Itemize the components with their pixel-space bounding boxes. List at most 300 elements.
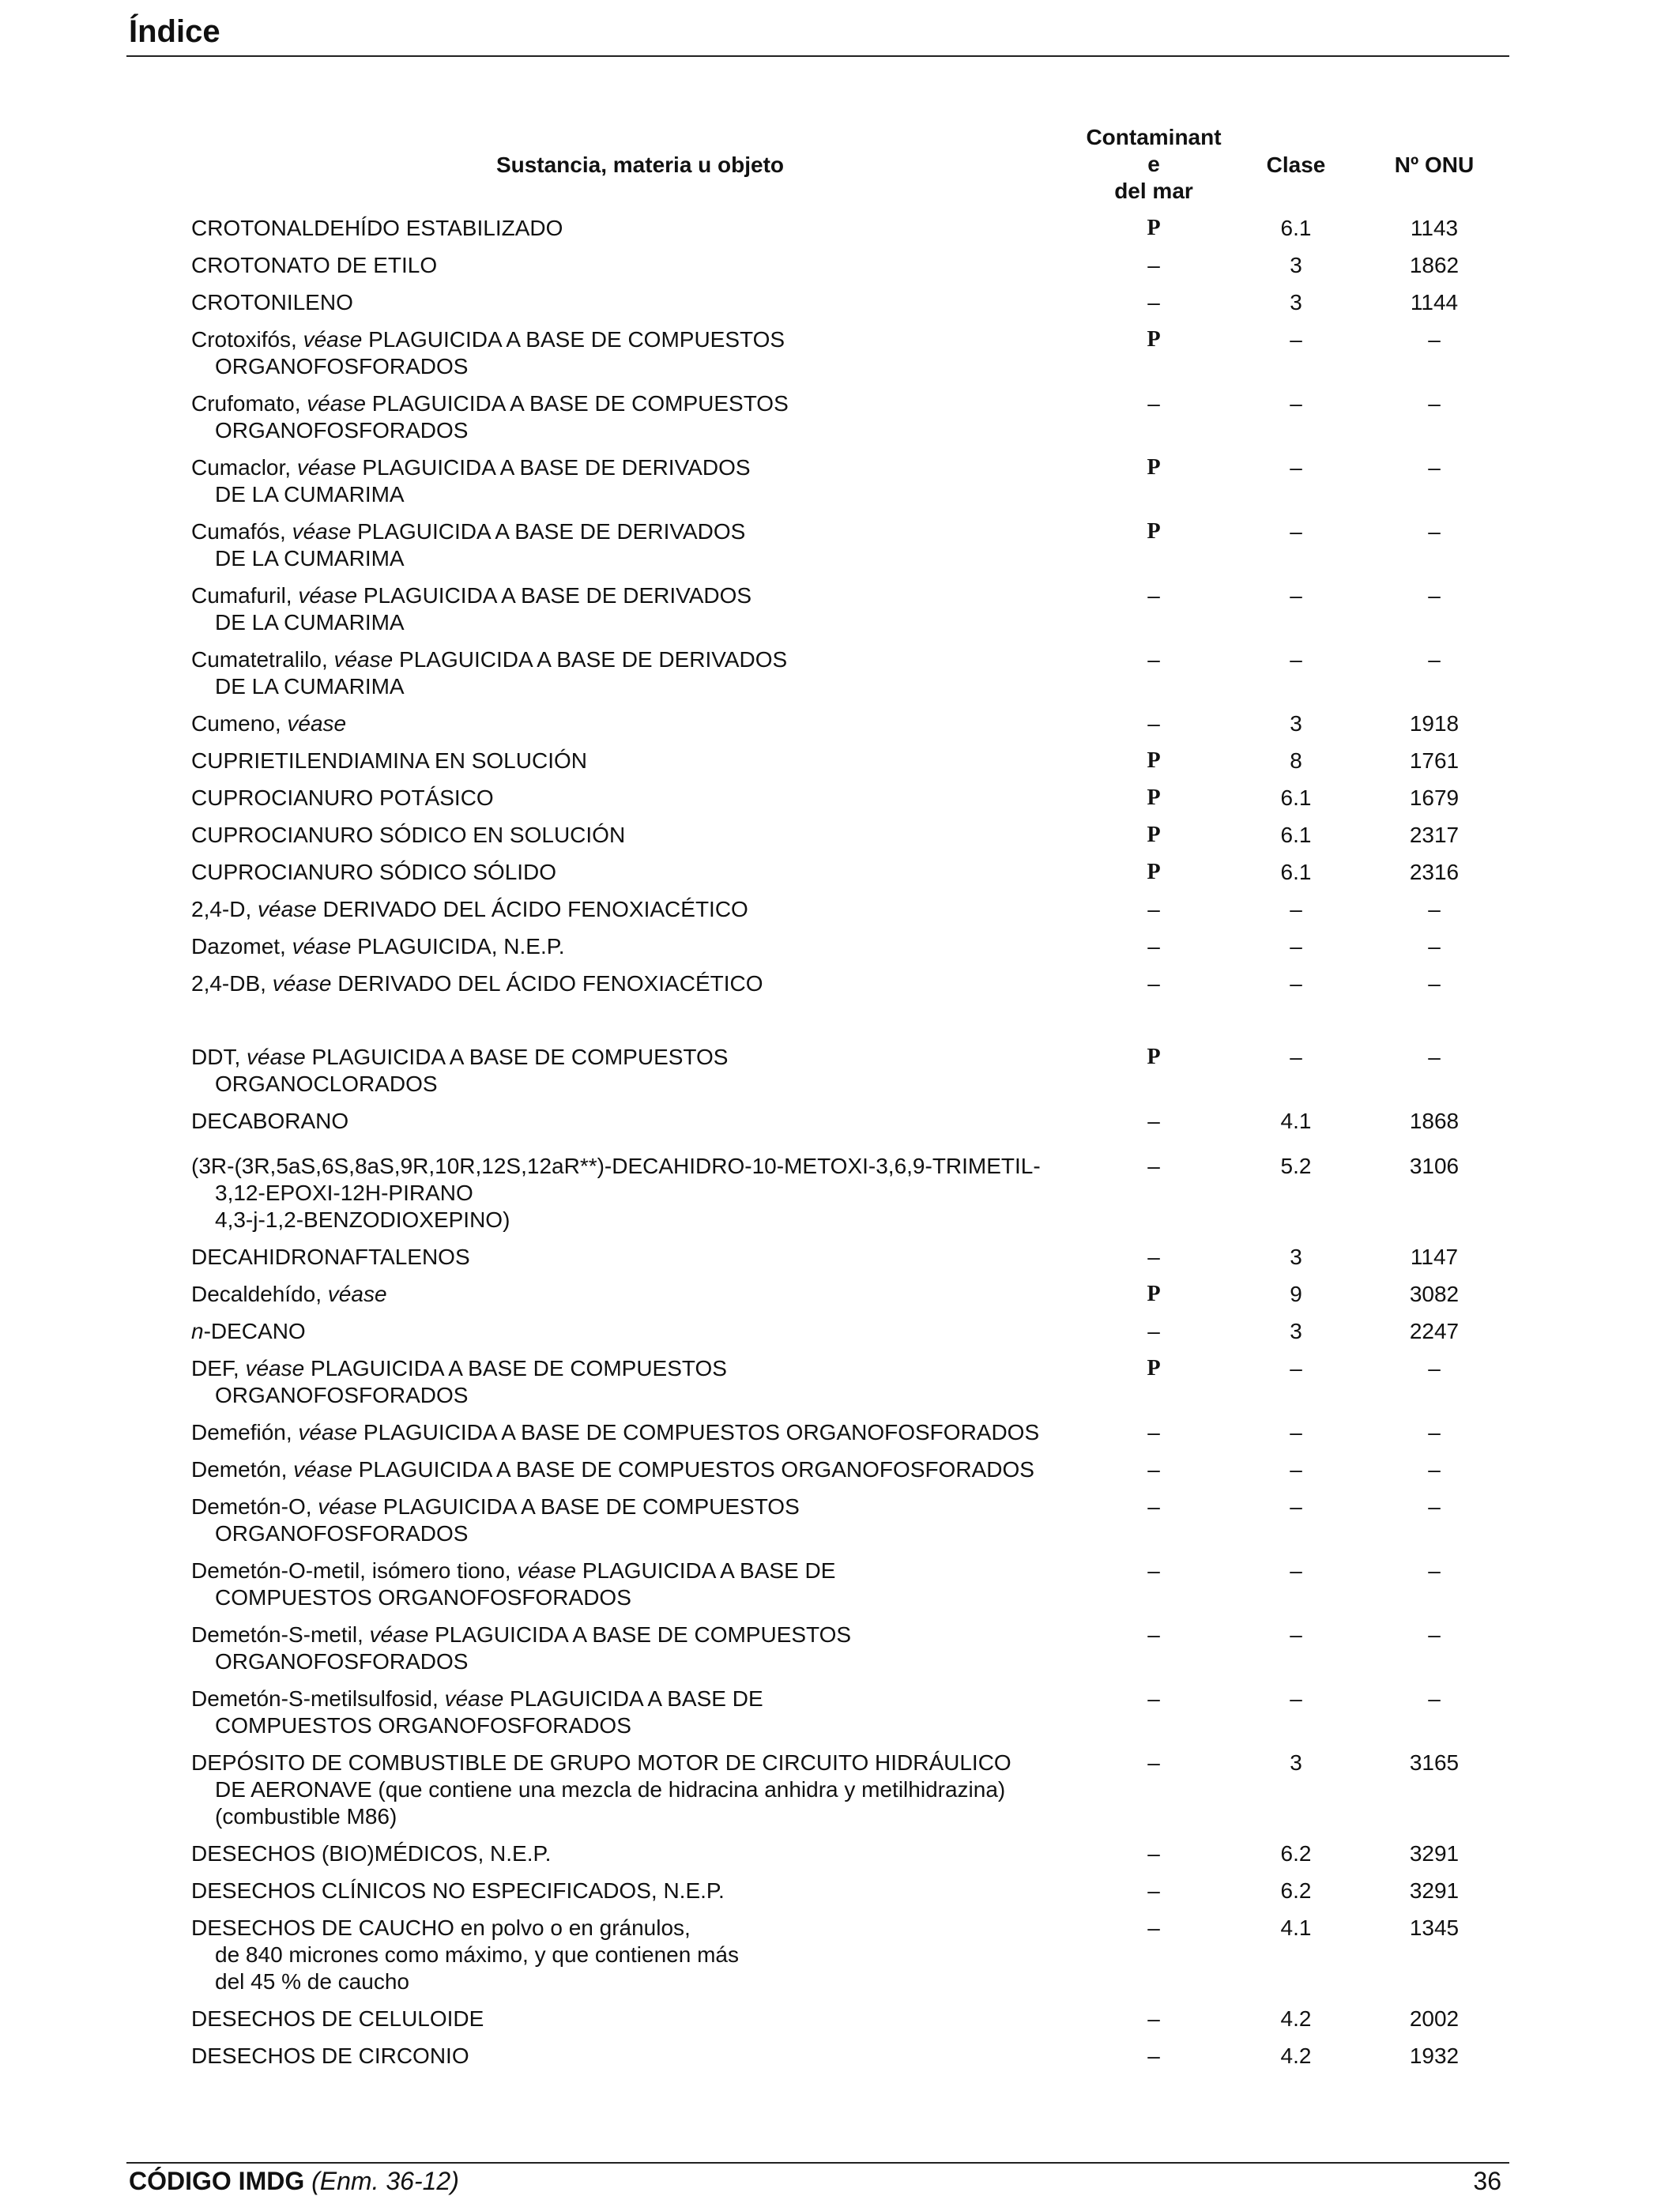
substance-name [191, 1281, 1100, 1308]
name-text: ORGANOFOSFORADOS [215, 418, 469, 443]
substance-name-line [191, 518, 1100, 545]
substance-name-line [191, 289, 1100, 316]
marine-pollutant-cell: – [1147, 1622, 1160, 1647]
substance-name [191, 1686, 1100, 1739]
marine-pollutant-cell: – [1147, 391, 1160, 416]
substance-name-line [191, 1153, 1100, 1180]
substance-name [191, 748, 1100, 774]
name-text: de 840 micrones como máximo, y que contienen más [215, 1942, 739, 1967]
name-text: 3,12-EPOXI-12H-PIRANO [215, 1181, 473, 1205]
substance-name [191, 1456, 1100, 1483]
name-text: DESECHOS DE CIRCONIO [191, 2043, 469, 2068]
substance-name [191, 454, 1100, 508]
name-text: ORGANOFOSFORADOS [215, 354, 469, 379]
class-cell: 4.1 [1280, 1109, 1312, 1133]
name-text: ORGANOCLORADOS [215, 1072, 438, 1096]
see-reference-text: véase [327, 1282, 387, 1306]
substance-name-line [191, 1915, 1100, 1942]
name-text: Demetón-S-metil, [191, 1622, 370, 1647]
name-text: PLAGUICIDA A BASE DE COMPUESTOS [428, 1622, 852, 1647]
substance-name-line [191, 1044, 1100, 1071]
marine-pollutant-cell: – [1147, 1154, 1160, 1178]
un-number-cell: – [1428, 327, 1441, 352]
class-cell: – [1290, 583, 1302, 608]
substance-name-line [191, 785, 1100, 812]
substance-name [191, 859, 1100, 886]
class-cell: – [1290, 1457, 1302, 1482]
marine-pollutant-cell: – [1147, 711, 1160, 736]
substance-name-line [191, 1878, 1100, 1904]
class-cell: – [1290, 1045, 1302, 1069]
name-text: Decaldehído, [191, 1282, 328, 1306]
class-cell: 4.2 [1280, 2006, 1312, 2031]
class-cell: 3 [1290, 253, 1302, 277]
class-cell: 4.2 [1280, 2043, 1312, 2068]
substance-name-line [191, 859, 1100, 886]
class-cell: 5.2 [1280, 1154, 1312, 1178]
substance-name [191, 646, 1100, 700]
marine-pollutant-cell: – [1147, 1558, 1160, 1583]
column-header-substance: Sustancia, materia u objeto [495, 153, 785, 177]
substance-name-continuation [191, 1520, 1100, 1547]
substance-name [191, 215, 1100, 242]
name-text: COMPUESTOS ORGANOFOSFORADOS [215, 1713, 631, 1738]
see-reference-text: véase [272, 971, 332, 996]
substance-name [191, 896, 1100, 923]
column-header-marine-pollutant-line: del mar [1114, 179, 1193, 203]
column-header-class: Clase [1266, 153, 1326, 177]
column-header-marine-pollutant [1075, 124, 1233, 205]
un-number-cell: 1932 [1409, 2043, 1460, 2068]
name-text: 4,3-j-1,2-BENZODIOXEPINO) [215, 1207, 510, 1232]
substance-name [191, 933, 1100, 960]
substance-name-line [191, 1419, 1100, 1446]
name-text: Crotoxifós, [191, 327, 303, 352]
marine-pollutant-cell: – [1147, 1457, 1160, 1482]
un-number-cell: 1147 [1410, 1245, 1459, 1269]
un-number-cell: 3291 [1409, 1841, 1460, 1866]
substance-name-line [191, 1108, 1100, 1135]
name-text: PLAGUICIDA A BASE DE COMPUESTOS ORGANOFOSFORADOS [352, 1457, 1034, 1482]
substance-name-continuation [191, 481, 1100, 508]
see-reference-text: véase [303, 327, 363, 352]
substance-name [191, 390, 1100, 444]
substance-name [191, 2043, 1100, 2070]
un-number-cell: 1144 [1410, 290, 1459, 315]
class-cell: – [1290, 1558, 1302, 1583]
substance-name [191, 582, 1100, 636]
name-text: Cumatetralilo, [191, 647, 334, 672]
name-text: DESECHOS DE CELULOIDE [191, 2006, 484, 2031]
un-number-cell: 3082 [1409, 1282, 1460, 1306]
name-text: Cumaclor, [191, 455, 297, 480]
substance-name-continuation [191, 609, 1100, 636]
name-text: 2,4-DB, [191, 971, 273, 996]
substance-name [191, 1318, 1100, 1345]
un-number-cell: 3106 [1409, 1154, 1460, 1178]
see-reference-text: véase [296, 455, 356, 480]
page-number: 36 [1473, 2167, 1501, 2195]
substance-name-continuation [191, 1803, 1100, 1830]
column-header-marine-pollutant-line: Contaminant [1086, 125, 1222, 149]
substance-name-line [191, 1456, 1100, 1483]
see-reference-text: véase [517, 1558, 577, 1583]
marine-pollutant-cell: P [1147, 860, 1161, 884]
class-cell: – [1290, 1356, 1302, 1381]
class-cell: 9 [1290, 1282, 1302, 1306]
substance-name [191, 289, 1100, 316]
substance-name-line [191, 390, 1100, 417]
name-text: del 45 % de caucho [215, 1969, 409, 1994]
see-reference-text: n [191, 1319, 204, 1343]
substance-name-line [191, 326, 1100, 353]
substance-name-line [191, 215, 1100, 242]
substance-name [191, 518, 1100, 572]
un-number-cell: – [1428, 583, 1441, 608]
see-reference-text: véase [258, 897, 317, 921]
name-text: COMPUESTOS ORGANOFOSFORADOS [215, 1585, 631, 1610]
name-text: PLAGUICIDA A BASE DE COMPUESTOS [362, 327, 785, 352]
name-text: DE LA CUMARIMA [215, 482, 405, 507]
substance-name-line [191, 1494, 1100, 1520]
un-number-cell: – [1428, 391, 1441, 416]
substance-name [191, 1355, 1100, 1409]
class-cell: – [1290, 455, 1302, 480]
un-number-cell: 1862 [1409, 253, 1460, 277]
footer-rule [126, 2162, 1509, 2164]
name-text: DERIVADO DEL ÁCIDO FENOXIACÉTICO [316, 897, 748, 921]
name-text: DE LA CUMARIMA [215, 546, 405, 571]
name-text: ORGANOFOSFORADOS [215, 1521, 469, 1546]
marine-pollutant-cell: – [1147, 971, 1160, 996]
name-text: PLAGUICIDA A BASE DE COMPUESTOS [377, 1494, 800, 1519]
name-text: PLAGUICIDA A BASE DE COMPUESTOS [305, 1045, 729, 1069]
name-text: 2,4-D, [191, 897, 258, 921]
name-text: Cumafós, [191, 519, 292, 544]
substance-name-line [191, 646, 1100, 673]
marine-pollutant-cell: P [1147, 823, 1161, 847]
un-number-cell: – [1428, 1622, 1441, 1647]
see-reference-text: véase [245, 1356, 305, 1381]
marine-pollutant-cell: P [1147, 216, 1161, 240]
substance-name-line [191, 1840, 1100, 1867]
marine-pollutant-cell: – [1147, 1319, 1160, 1343]
marine-pollutant-cell: – [1147, 1686, 1160, 1711]
substance-name-continuation [191, 1207, 1100, 1234]
substance-name-continuation [191, 417, 1100, 444]
name-text: DESECHOS (BIO)MÉDICOS, N.E.P. [191, 1841, 552, 1866]
substance-name [191, 2006, 1100, 2032]
name-text: Dazomet, [191, 934, 292, 959]
name-text: DE LA CUMARIMA [215, 674, 405, 699]
class-cell: – [1290, 1494, 1302, 1519]
un-number-cell: 2247 [1409, 1319, 1460, 1343]
name-text: Crufomato, [191, 391, 307, 416]
name-text: PLAGUICIDA A BASE DE [503, 1686, 763, 1711]
un-number-cell: 1679 [1409, 785, 1460, 810]
un-number-cell: – [1428, 1356, 1441, 1381]
un-number-cell: – [1428, 897, 1441, 921]
name-text: DEPÓSITO DE COMBUSTIBLE DE GRUPO MOTOR DE CIRCUITO HIDRÁULICO [191, 1750, 1011, 1775]
substance-name-continuation [191, 1942, 1100, 1968]
class-cell: 6.1 [1280, 860, 1312, 884]
see-reference-text: véase [369, 1622, 429, 1647]
substance-name-line [191, 1622, 1100, 1648]
name-text: DECAHIDRONAFTALENOS [191, 1245, 470, 1269]
name-text: ORGANOFOSFORADOS [215, 1383, 469, 1407]
un-number-cell: 2317 [1409, 823, 1460, 847]
class-cell: – [1290, 519, 1302, 544]
name-text: CUPROCIANURO POTÁSICO [191, 785, 494, 810]
name-text: DECABORANO [191, 1109, 349, 1133]
substance-name-line [191, 2006, 1100, 2032]
substance-name [191, 1558, 1100, 1611]
class-cell: 6.1 [1280, 216, 1312, 240]
column-header-un-number: Nº ONU [1394, 153, 1475, 177]
name-text: ORGANOFOSFORADOS [215, 1649, 469, 1674]
un-number-cell: – [1428, 1420, 1441, 1445]
substance-name-line [191, 582, 1100, 609]
see-reference-text: véase [298, 1420, 358, 1445]
name-text: PLAGUICIDA A BASE DE [576, 1558, 836, 1583]
substance-name [191, 1419, 1100, 1446]
substance-name-line [191, 933, 1100, 960]
marine-pollutant-cell: P [1147, 785, 1161, 810]
substance-name-continuation [191, 1180, 1100, 1207]
un-number-cell: 3291 [1409, 1878, 1460, 1903]
class-cell: 3 [1290, 711, 1302, 736]
substance-name-continuation [191, 545, 1100, 572]
footer-amendment: (Enm. 36-12) [311, 2167, 459, 2195]
substance-name [191, 710, 1100, 737]
substance-name [191, 1153, 1100, 1234]
class-cell: 6.2 [1280, 1878, 1312, 1903]
substance-name-line [191, 1281, 1100, 1308]
substance-name-line [191, 1686, 1100, 1712]
name-text: CUPRIETILENDIAMINA EN SOLUCIÓN [191, 748, 587, 773]
name-text: (combustible M86) [215, 1804, 397, 1829]
class-cell: 3 [1290, 1245, 1302, 1269]
marine-pollutant-cell: – [1147, 253, 1160, 277]
marine-pollutant-cell: – [1147, 647, 1160, 672]
substance-name-line [191, 822, 1100, 849]
substance-name [191, 1878, 1100, 1904]
substance-name [191, 326, 1100, 380]
marine-pollutant-cell: – [1147, 897, 1160, 921]
see-reference-text: véase [444, 1686, 504, 1711]
name-text: Cumafuril, [191, 583, 299, 608]
marine-pollutant-cell: – [1147, 1245, 1160, 1269]
un-number-cell: 1345 [1409, 1915, 1460, 1940]
class-cell: – [1290, 647, 1302, 672]
marine-pollutant-cell: – [1147, 583, 1160, 608]
marine-pollutant-cell: P [1147, 1356, 1161, 1381]
un-number-cell: – [1428, 1686, 1441, 1711]
class-cell: – [1290, 897, 1302, 921]
un-number-cell: 2316 [1409, 860, 1460, 884]
un-number-cell: 1143 [1410, 216, 1459, 240]
marine-pollutant-cell: – [1147, 1841, 1160, 1866]
name-text: PLAGUICIDA A BASE DE DERIVADOS [393, 647, 788, 672]
name-text: CROTONALDEHÍDO ESTABILIZADO [191, 216, 563, 240]
substance-name-line [191, 1750, 1100, 1776]
see-reference-text: véase [307, 391, 366, 416]
substance-name-line [191, 1355, 1100, 1382]
name-text: DEF, [191, 1356, 246, 1381]
class-cell: – [1290, 1420, 1302, 1445]
footer-code: CÓDIGO IMDG [129, 2167, 305, 2195]
un-number-cell: – [1428, 1558, 1441, 1583]
substance-name-continuation [191, 1776, 1100, 1803]
substance-name [191, 1044, 1100, 1098]
substance-name [191, 970, 1100, 997]
name-text: PLAGUICIDA A BASE DE COMPUESTOS ORGANOFOSFORADOS [357, 1420, 1040, 1445]
substance-name-continuation [191, 1584, 1100, 1611]
marine-pollutant-cell: – [1147, 1750, 1160, 1775]
marine-pollutant-cell: – [1147, 290, 1160, 315]
see-reference-text: véase [293, 1457, 352, 1482]
class-cell: – [1290, 391, 1302, 416]
name-text: Demetón, [191, 1457, 294, 1482]
marine-pollutant-cell: P [1147, 1282, 1161, 1306]
marine-pollutant-cell: P [1147, 327, 1161, 352]
name-text: CUPROCIANURO SÓDICO EN SOLUCIÓN [191, 823, 626, 847]
name-text: -DECANO [203, 1319, 306, 1343]
marine-pollutant-cell: – [1147, 1878, 1160, 1903]
substance-name [191, 785, 1100, 812]
substance-name-continuation [191, 1382, 1100, 1409]
column-header-marine-pollutant-line: e [1147, 152, 1160, 176]
class-cell: 6.1 [1280, 823, 1312, 847]
name-text: Cumeno, [191, 711, 288, 736]
class-cell: 4.1 [1280, 1915, 1312, 1940]
substance-name [191, 1622, 1100, 1675]
class-cell: 6.2 [1280, 1841, 1312, 1866]
class-cell: 3 [1290, 290, 1302, 315]
name-text: DESECHOS CLÍNICOS NO ESPECIFICADOS, N.E.P. [191, 1878, 725, 1903]
substance-name-line [191, 970, 1100, 997]
class-cell: 3 [1290, 1750, 1302, 1775]
marine-pollutant-cell: – [1147, 1915, 1160, 1940]
substance-name [191, 1840, 1100, 1867]
substance-name-continuation [191, 353, 1100, 380]
substance-name-continuation [191, 1648, 1100, 1675]
un-number-cell: – [1428, 1045, 1441, 1069]
name-text: DERIVADO DEL ÁCIDO FENOXIACÉTICO [331, 971, 763, 996]
marine-pollutant-cell: P [1147, 1045, 1161, 1069]
substance-name-line [191, 710, 1100, 737]
marine-pollutant-cell: P [1147, 519, 1161, 544]
name-text: PLAGUICIDA A BASE DE DERIVADOS [357, 583, 752, 608]
substance-name-line [191, 252, 1100, 279]
name-text: PLAGUICIDA, N.E.P. [351, 934, 565, 959]
class-cell: – [1290, 971, 1302, 996]
name-text: Demetón-O, [191, 1494, 318, 1519]
un-number-cell: 1918 [1409, 711, 1460, 736]
un-number-cell: – [1428, 519, 1441, 544]
class-cell: 6.1 [1280, 785, 1312, 810]
name-text: CROTONATO DE ETILO [191, 253, 438, 277]
marine-pollutant-cell: – [1147, 1109, 1160, 1133]
see-reference-text: véase [318, 1494, 377, 1519]
see-reference-text: véase [292, 934, 352, 959]
substance-name-line [191, 896, 1100, 923]
name-text: (3R-(3R,5aS,6S,8aS,9R,10R,12S,12aR**)-DECAHIDRO-10-METOXI-3,6,9-TRIMETIL- [191, 1154, 1041, 1178]
substance-name-line [191, 454, 1100, 481]
un-number-cell: – [1428, 1494, 1441, 1519]
name-text: DDT, [191, 1045, 247, 1069]
name-text: CROTONILENO [191, 290, 353, 315]
see-reference-text: véase [247, 1045, 306, 1069]
name-text: Demefión, [191, 1420, 299, 1445]
un-number-cell: 2002 [1409, 2006, 1460, 2031]
substance-name [191, 1108, 1100, 1135]
substance-name [191, 1915, 1100, 1995]
un-number-cell: – [1428, 647, 1441, 672]
name-text: PLAGUICIDA A BASE DE DERIVADOS [356, 455, 751, 480]
un-number-cell: 1868 [1409, 1109, 1460, 1133]
see-reference-text: véase [292, 519, 352, 544]
header-rule [126, 55, 1509, 57]
substance-name-continuation [191, 673, 1100, 700]
un-number-cell: 3165 [1409, 1750, 1460, 1775]
class-cell: 3 [1290, 1319, 1302, 1343]
un-number-cell: – [1428, 971, 1441, 996]
name-text: Demetón-S-metilsulfosid, [191, 1686, 445, 1711]
substance-name [191, 1494, 1100, 1547]
substance-name-continuation [191, 1712, 1100, 1739]
name-text: CUPROCIANURO SÓDICO SÓLIDO [191, 860, 557, 884]
class-cell: – [1290, 1686, 1302, 1711]
substance-name [191, 252, 1100, 279]
substance-name [191, 1244, 1100, 1271]
footer-title [129, 2167, 459, 2196]
see-reference-text: véase [333, 647, 394, 672]
marine-pollutant-cell: – [1147, 2006, 1160, 2031]
substance-name [191, 1750, 1100, 1830]
substance-name-line [191, 748, 1100, 774]
marine-pollutant-cell: – [1147, 1494, 1160, 1519]
un-number-cell: – [1428, 1457, 1441, 1482]
name-text: DE LA CUMARIMA [215, 610, 405, 635]
substance-name-line [191, 1244, 1100, 1271]
name-text: PLAGUICIDA A BASE DE COMPUESTOS [304, 1356, 727, 1381]
class-cell: – [1290, 327, 1302, 352]
substance-name-continuation [191, 1968, 1100, 1995]
name-text: PLAGUICIDA A BASE DE DERIVADOS [351, 519, 746, 544]
substance-name [191, 822, 1100, 849]
substance-name-line [191, 2043, 1100, 2070]
name-text: DESECHOS DE CAUCHO en polvo o en gránulos, [191, 1915, 691, 1940]
substance-name-line [191, 1558, 1100, 1584]
see-reference-text: véase [298, 583, 358, 608]
un-number-cell: 1761 [1409, 748, 1460, 773]
un-number-cell: – [1428, 455, 1441, 480]
name-text: DE AERONAVE (que contiene una mezcla de hidracina anhidra y metilhidrazina) [215, 1777, 1006, 1802]
marine-pollutant-cell: – [1147, 1420, 1160, 1445]
name-text: PLAGUICIDA A BASE DE COMPUESTOS [366, 391, 789, 416]
marine-pollutant-cell: P [1147, 455, 1161, 480]
name-text: Demetón-O-metil, isómero tiono, [191, 1558, 518, 1583]
marine-pollutant-cell: – [1147, 934, 1160, 959]
see-reference-text: véase [287, 711, 347, 736]
class-cell: – [1290, 934, 1302, 959]
substance-name-continuation [191, 1071, 1100, 1098]
substance-name-line [191, 1318, 1100, 1345]
marine-pollutant-cell: P [1147, 748, 1161, 773]
class-cell: 8 [1290, 748, 1302, 773]
class-cell: – [1290, 1622, 1302, 1647]
